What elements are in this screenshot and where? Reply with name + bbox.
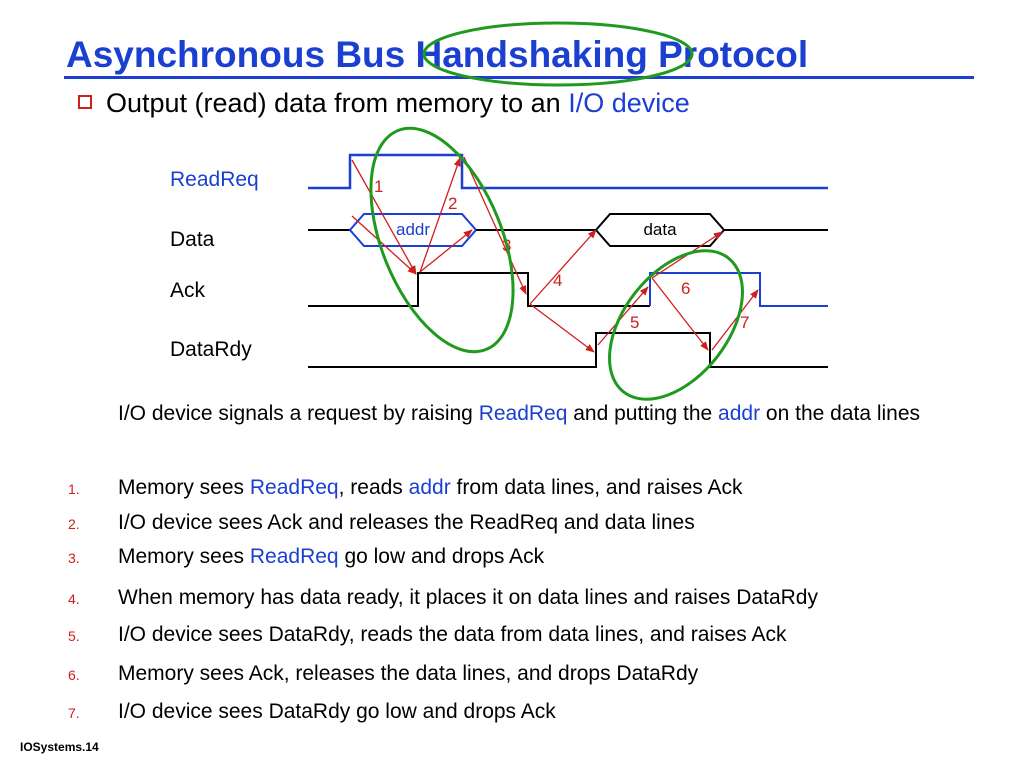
step-marker-3: 3 <box>502 236 512 255</box>
step-number: 3. <box>68 550 80 566</box>
step-text-part: from data lines, and raises Ack <box>450 476 743 499</box>
arrow-step-4b <box>530 304 594 352</box>
step-text-part: When memory has data ready, it places it on data lines and raises DataRdy <box>118 586 818 609</box>
intro-text-2: and putting the <box>567 402 719 425</box>
step-text <box>118 476 743 500</box>
ack-waveform-io <box>650 273 828 306</box>
intro-text-1: I/O device signals a request by raising <box>118 402 479 425</box>
arrow-step-5 <box>598 287 648 345</box>
signal-label-data: Data <box>170 228 215 251</box>
step-number: 7. <box>68 705 80 721</box>
highlight-ellipse-title <box>424 23 692 85</box>
slide-title: Asynchronous Bus Handshaking Protocol <box>66 34 809 75</box>
step-number: 2. <box>68 516 80 532</box>
step-text <box>118 623 786 647</box>
arrow-step-6b <box>652 278 708 350</box>
bus-label-data: data <box>643 220 677 239</box>
signal-label-readreq: ReadReq <box>170 168 259 191</box>
step-number: 6. <box>68 667 80 683</box>
step-marker-1: 1 <box>374 177 384 196</box>
step-text <box>118 511 695 535</box>
bus-label-addr: addr <box>395 220 431 239</box>
step-marker-6: 6 <box>681 279 691 298</box>
step-marker-4: 4 <box>553 271 563 290</box>
step-text-highlight: addr <box>408 476 451 499</box>
signal-label-datardy: DataRdy <box>170 338 252 361</box>
step-marker-7: 7 <box>740 313 750 332</box>
step-marker-5: 5 <box>630 313 640 332</box>
step-text-part: I/O device sees Ack and releases the ReadReq and data lines <box>118 511 695 534</box>
ack-waveform-memory <box>308 273 650 306</box>
step-text-part: I/O device sees DataRdy go low and drops Ack <box>118 700 556 723</box>
step-text-highlight: ReadReq <box>249 545 339 568</box>
arrow-step-7 <box>712 290 758 350</box>
step-text <box>118 662 698 686</box>
step-text <box>118 700 556 724</box>
step-number: 5. <box>68 628 80 644</box>
step-text-part: Memory sees <box>118 545 250 568</box>
step-text <box>118 586 818 610</box>
signal-label-ack: Ack <box>170 279 206 302</box>
step-text-part: , reads <box>338 476 409 499</box>
subtitle-highlight: I/O device <box>568 88 690 118</box>
step-text-part: I/O device sees DataRdy, reads the data from data lines, and raises Ack <box>118 623 787 646</box>
step-number: 1. <box>68 481 80 497</box>
readreq-waveform <box>308 155 828 188</box>
intro-highlight-addr: addr <box>718 402 761 425</box>
subtitle-prefix: Output (read) data from memory to an <box>106 88 569 118</box>
step-text-part: Memory sees <box>118 476 250 499</box>
highlight-ellipse-steps-1-3 <box>342 108 542 372</box>
step-text-highlight: ReadReq <box>249 476 339 499</box>
arrow-step-4a <box>530 230 596 304</box>
step-text-part: Memory sees Ack, releases the data lines, and drops DataRdy <box>118 662 699 685</box>
step-text-part: go low and drops Ack <box>338 545 545 568</box>
intro-text-3: on the data lines <box>760 402 921 425</box>
step-marker-2: 2 <box>448 194 458 213</box>
intro-highlight-readreq: ReadReq <box>478 402 568 425</box>
step-text <box>118 545 544 569</box>
slide-footer: IOSystems.14 <box>20 740 99 754</box>
step-number: 4. <box>68 591 80 607</box>
intro-paragraph <box>118 402 958 426</box>
datardy-waveform <box>308 333 828 367</box>
